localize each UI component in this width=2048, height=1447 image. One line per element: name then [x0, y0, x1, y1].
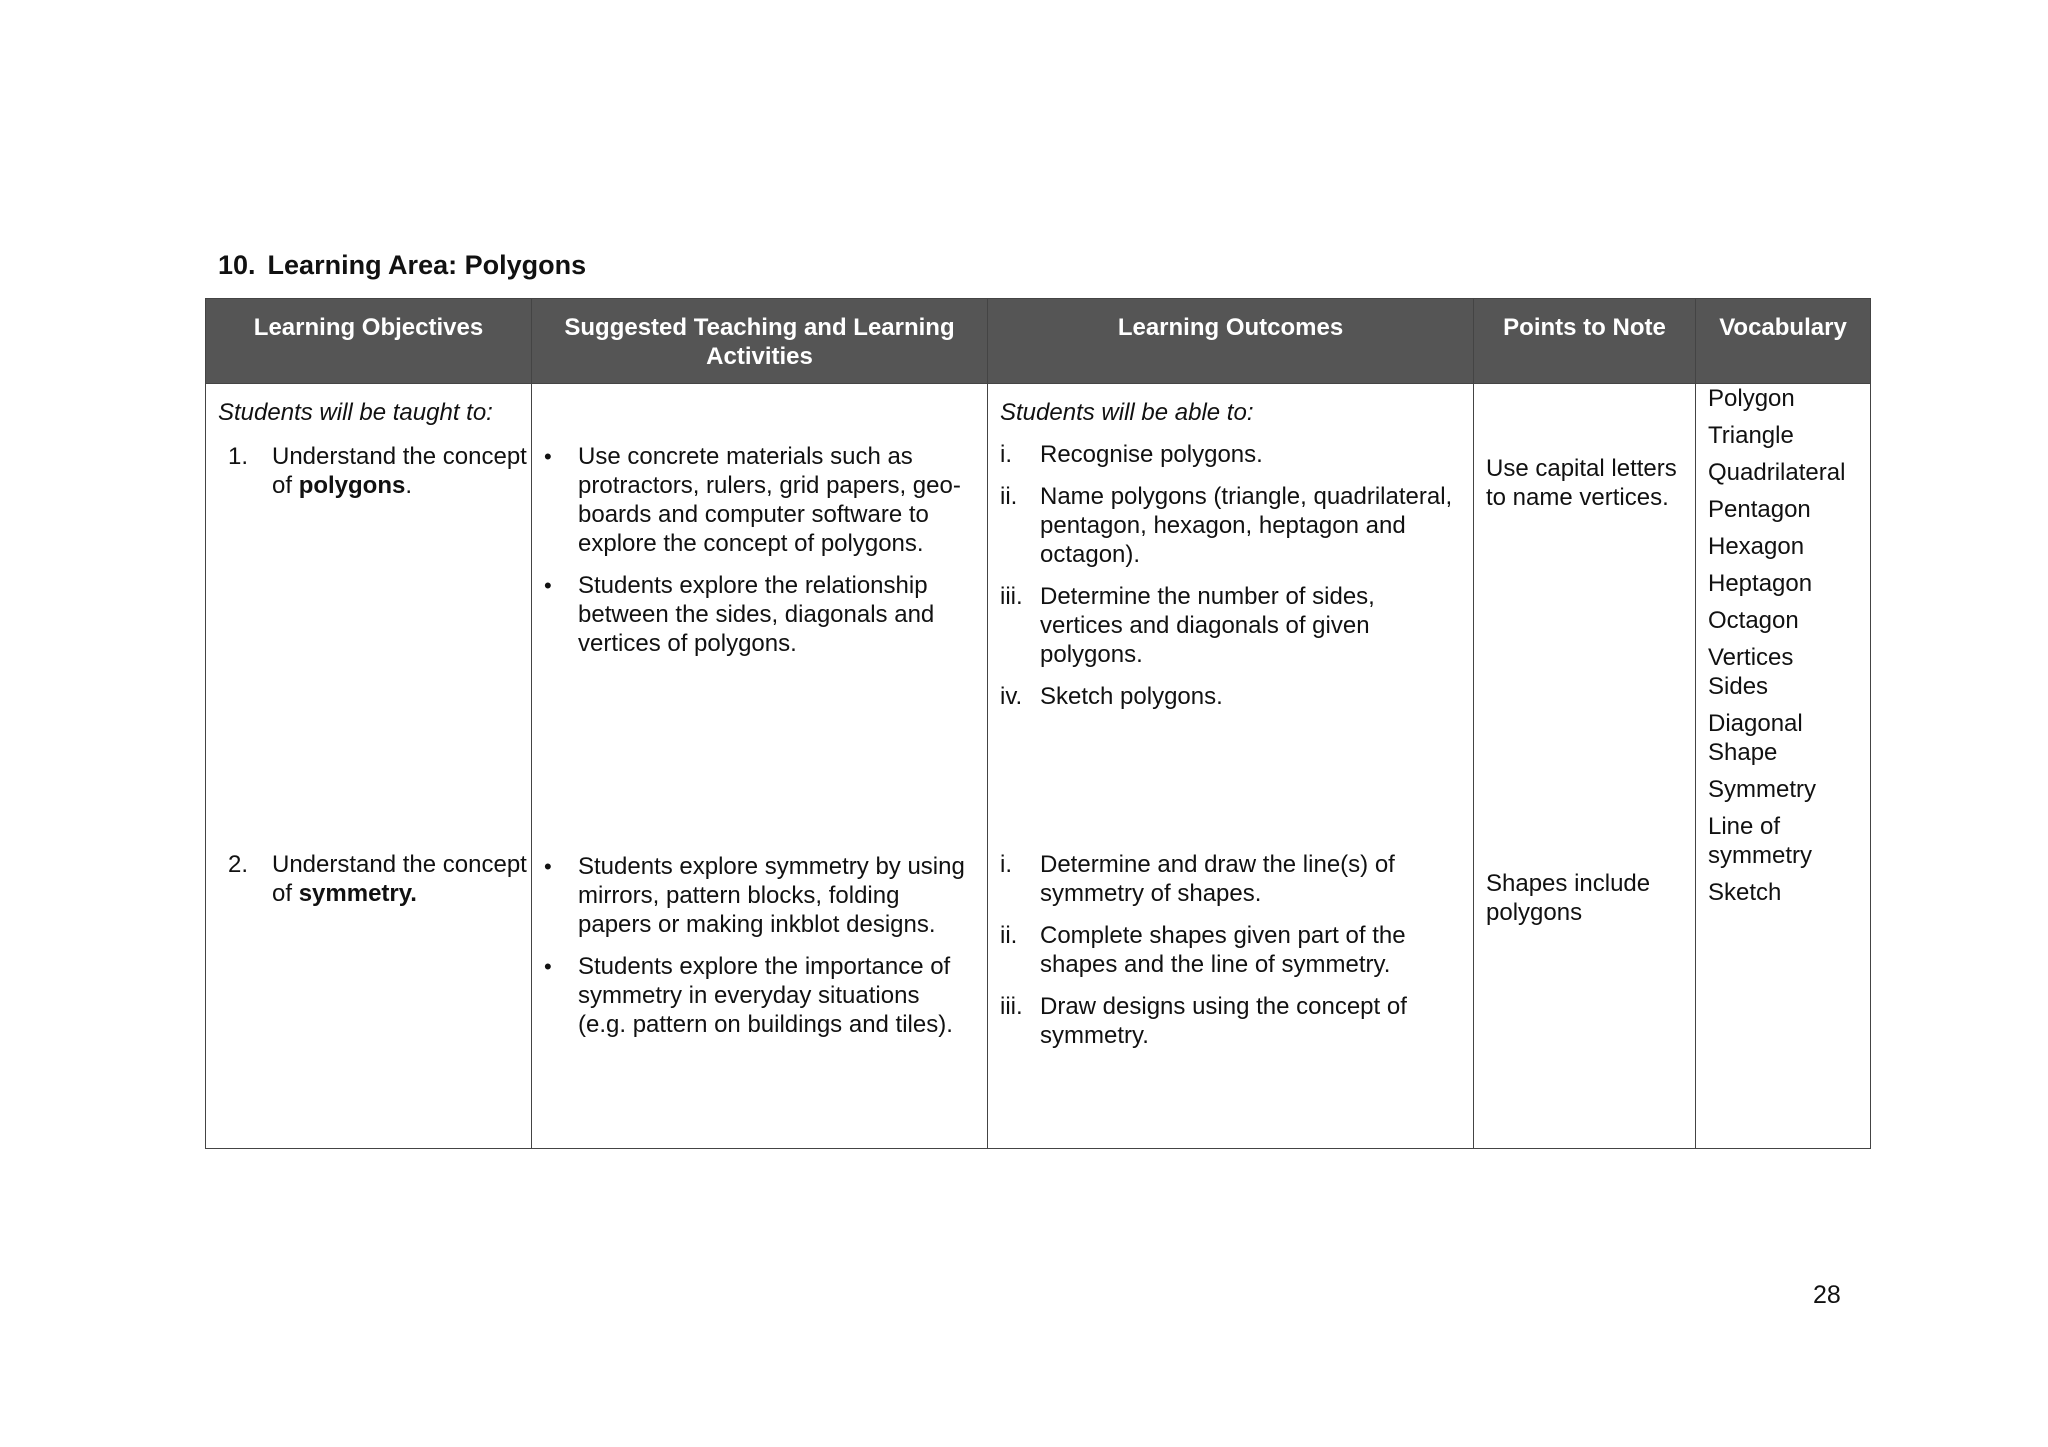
- objective-text: Understand the concept of symmetry.: [272, 851, 527, 907]
- vocabulary-list: [1708, 384, 1864, 915]
- objective-item: [206, 850, 531, 908]
- activity-text: Students explore the importance of symmetry in everyday situations (e.g. pattern on buildings and tiles).: [578, 953, 953, 1038]
- outcomes-list-symmetry: [988, 850, 1473, 1063]
- outcome-number: iv.: [1000, 683, 1023, 710]
- bullet-icon: •: [544, 954, 552, 979]
- outcome-number: ii.: [1000, 922, 1018, 949]
- activities-cell: [532, 384, 988, 1149]
- vocabulary-term: Polygon: [1708, 385, 1795, 412]
- vocabulary-term: Sides: [1708, 673, 1769, 700]
- outcome-item: [988, 992, 1473, 1050]
- activity-item: [532, 952, 987, 1039]
- activity-item: [532, 442, 987, 558]
- vocabulary-term: Quadrilateral: [1708, 459, 1846, 486]
- activity-text: Use concrete materials such as protractors, rulers, grid papers, geo-boards and computer software to explore the concept of polygons.: [578, 443, 961, 557]
- header-vocabulary: Vocabulary: [1696, 299, 1871, 384]
- outcomes-intro: Students will be able to:: [1000, 399, 1254, 426]
- outcome-number: i.: [1000, 441, 1012, 468]
- vocabulary-term: Heptagon: [1708, 570, 1813, 597]
- vocabulary-term: Octagon: [1708, 607, 1799, 634]
- vocabulary-cell: [1696, 384, 1871, 1149]
- outcome-item: [988, 482, 1473, 569]
- vocabulary-term: Sketch: [1708, 879, 1782, 906]
- vocabulary-term: Vertices: [1708, 644, 1794, 671]
- section-number: 10.: [218, 250, 256, 280]
- outcomes-cell: [988, 384, 1474, 1149]
- activities-list-polygons: [532, 442, 987, 671]
- outcome-item: [988, 850, 1473, 908]
- section-title: [218, 250, 586, 281]
- outcome-text: Recognise polygons.: [1040, 441, 1263, 468]
- outcome-item: [988, 440, 1473, 469]
- outcome-number: ii.: [1000, 483, 1018, 510]
- objective-number: 2.: [228, 851, 249, 878]
- vocabulary-term: Diagonal: [1708, 710, 1803, 737]
- header-points-to-note: Points to Note: [1474, 299, 1696, 384]
- objective-keyword: polygons: [298, 472, 406, 499]
- page-number: 28: [1813, 1281, 1841, 1309]
- section-heading: Learning Area: Polygons: [267, 250, 587, 280]
- objectives-intro: Students will be taught to:: [218, 399, 493, 426]
- activity-text: Students explore symmetry by using mirrors, pattern blocks, folding papers or making inkblot designs.: [578, 853, 965, 938]
- bullet-icon: •: [544, 573, 552, 598]
- outcome-number: i.: [1000, 851, 1012, 878]
- outcome-item: [988, 582, 1473, 669]
- outcome-text: Sketch polygons.: [1040, 683, 1223, 710]
- activity-item: [532, 571, 987, 658]
- note-text: Use capital letters to name vertices.: [1486, 455, 1677, 511]
- note-text: Shapes include polygons: [1486, 870, 1651, 926]
- header-row: [206, 299, 1871, 384]
- outcome-text: Determine the number of sides, vertices and diagonals of given polygons.: [1040, 583, 1375, 668]
- objective-number: 1.: [228, 443, 249, 470]
- outcome-text: Complete shapes given part of the shapes and the line of symmetry.: [1040, 922, 1406, 978]
- activity-item: [532, 852, 987, 939]
- objective-item: [206, 442, 531, 500]
- vocabulary-term: Pentagon: [1708, 496, 1811, 523]
- outcome-item: [988, 682, 1473, 711]
- objective-keyword: symmetry.: [298, 880, 417, 907]
- vocabulary-term: Shape: [1708, 739, 1778, 766]
- vocabulary-term: Line of symmetry: [1708, 813, 1812, 869]
- header-learning-outcomes: Learning Outcomes: [988, 299, 1474, 384]
- outcome-text: Draw designs using the concept of symmetry.: [1040, 993, 1407, 1049]
- outcome-number: iii.: [1000, 993, 1023, 1020]
- outcome-text: Determine and draw the line(s) of symmetry of shapes.: [1040, 851, 1395, 907]
- activities-list-symmetry: [532, 852, 987, 1052]
- syllabus-table: [205, 298, 1871, 1149]
- content-row: [206, 384, 1871, 1149]
- points-to-note-cell: [1474, 384, 1696, 1149]
- objectives-cell: [206, 384, 532, 1149]
- objective-text: Understand the concept of polygons.: [272, 443, 527, 499]
- vocabulary-term: Symmetry: [1708, 776, 1816, 803]
- outcome-text: Name polygons (triangle, quadrilateral, pentagon, hexagon, heptagon and octagon).: [1040, 483, 1453, 568]
- outcome-item: [988, 921, 1473, 979]
- vocabulary-term: Triangle: [1708, 422, 1794, 449]
- bullet-icon: •: [544, 444, 552, 469]
- outcomes-list-polygons: [988, 440, 1473, 724]
- bullet-icon: •: [544, 854, 552, 879]
- header-teaching-activities: Suggested Teaching and Learning Activities: [532, 299, 988, 384]
- vocabulary-term: Hexagon: [1708, 533, 1805, 560]
- activity-text: Students explore the relationship between the sides, diagonals and vertices of polygons.: [578, 572, 935, 657]
- header-learning-objectives: Learning Objectives: [206, 299, 532, 384]
- outcome-number: iii.: [1000, 583, 1023, 610]
